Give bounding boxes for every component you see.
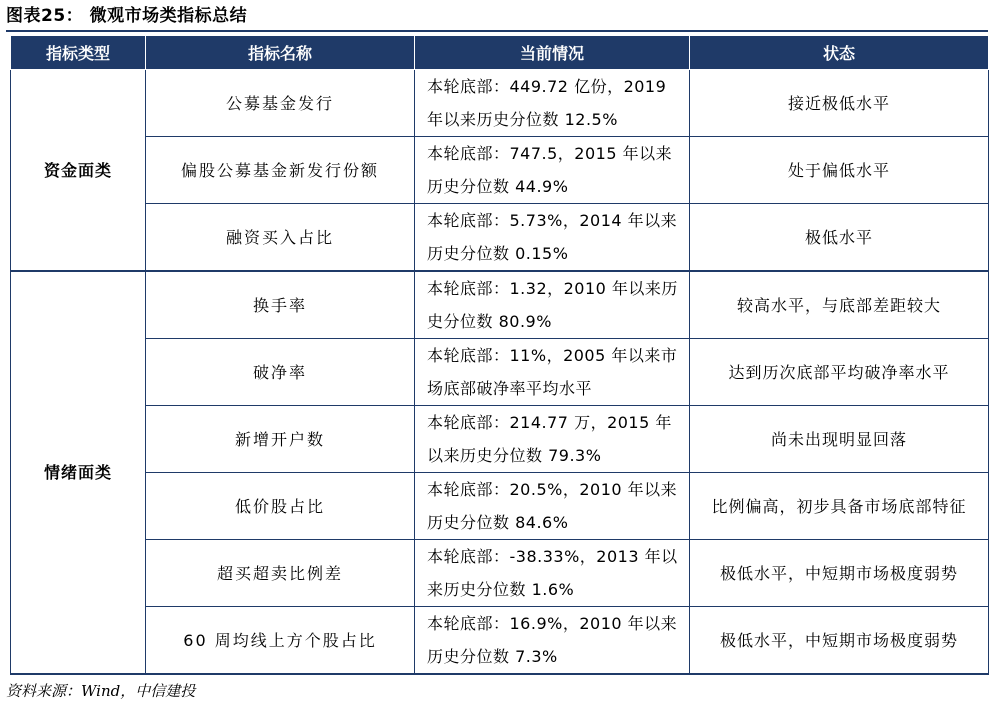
current-situation-cell: 本轮底部：449.72 亿份，2019 年以来历史分位数 12.5% — [415, 70, 690, 137]
indicator-name-cell: 偏股公募基金新发行份额 — [146, 137, 415, 204]
status-cell: 极低水平 — [690, 204, 989, 272]
table-row — [11, 473, 989, 540]
indicator-name-cell: 新增开户数 — [146, 406, 415, 473]
current-situation-cell: 本轮底部：214.77 万，2015 年以来历史分位数 79.3% — [415, 406, 690, 473]
table-row — [11, 271, 989, 339]
status-cell: 比例偏高，初步具备市场底部特征 — [690, 473, 989, 540]
header-status: 状态 — [690, 36, 989, 70]
indicator-type-cell: 情绪面类 — [11, 271, 146, 674]
current-situation-cell: 本轮底部：747.5，2015 年以来历史分位数 44.9% — [415, 137, 690, 204]
current-situation-cell: 本轮底部：5.73%，2014 年以来历史分位数 0.15% — [415, 204, 690, 272]
metrics-table — [10, 35, 989, 675]
source-note: 资料来源：Wind，中信建投 — [6, 682, 196, 700]
table-row — [11, 137, 989, 204]
table-row — [11, 70, 989, 137]
indicator-name-cell: 60 周均线上方个股占比 — [146, 607, 415, 675]
table-header-row — [11, 36, 989, 70]
current-situation-cell: 本轮底部：1.32，2010 年以来历史分位数 80.9% — [415, 271, 690, 339]
status-cell: 极低水平，中短期市场极度弱势 — [690, 540, 989, 607]
indicator-name-cell: 融资买入占比 — [146, 204, 415, 272]
status-cell: 处于偏低水平 — [690, 137, 989, 204]
header-current-situation: 当前情况 — [415, 36, 690, 70]
indicator-name-cell: 超买超卖比例差 — [146, 540, 415, 607]
status-cell: 较高水平，与底部差距较大 — [690, 271, 989, 339]
header-indicator-type: 指标类型 — [11, 36, 146, 70]
indicator-name-cell: 换手率 — [146, 271, 415, 339]
table-row — [11, 607, 989, 675]
header-indicator-name: 指标名称 — [146, 36, 415, 70]
title-rule — [6, 30, 988, 32]
indicator-name-cell: 低价股占比 — [146, 473, 415, 540]
table-row — [11, 204, 989, 272]
status-cell: 极低水平，中短期市场极度弱势 — [690, 607, 989, 675]
table-row — [11, 406, 989, 473]
current-situation-cell: 本轮底部：20.5%，2010 年以来历史分位数 84.6% — [415, 473, 690, 540]
indicator-name-cell: 公募基金发行 — [146, 70, 415, 137]
status-cell: 接近极低水平 — [690, 70, 989, 137]
indicator-type-cell: 资金面类 — [11, 70, 146, 272]
table-row — [11, 339, 989, 406]
status-cell: 尚未出现明显回落 — [690, 406, 989, 473]
table-row — [11, 540, 989, 607]
current-situation-cell: 本轮底部：-38.33%，2013 年以来历史分位数 1.6% — [415, 540, 690, 607]
current-situation-cell: 本轮底部：11%，2005 年以来市场底部破净率平均水平 — [415, 339, 690, 406]
figure-title: 图表25： 微观市场类指标总结 — [6, 6, 248, 26]
indicator-name-cell: 破净率 — [146, 339, 415, 406]
current-situation-cell: 本轮底部：16.9%，2010 年以来历史分位数 7.3% — [415, 607, 690, 675]
status-cell: 达到历次底部平均破净率水平 — [690, 339, 989, 406]
